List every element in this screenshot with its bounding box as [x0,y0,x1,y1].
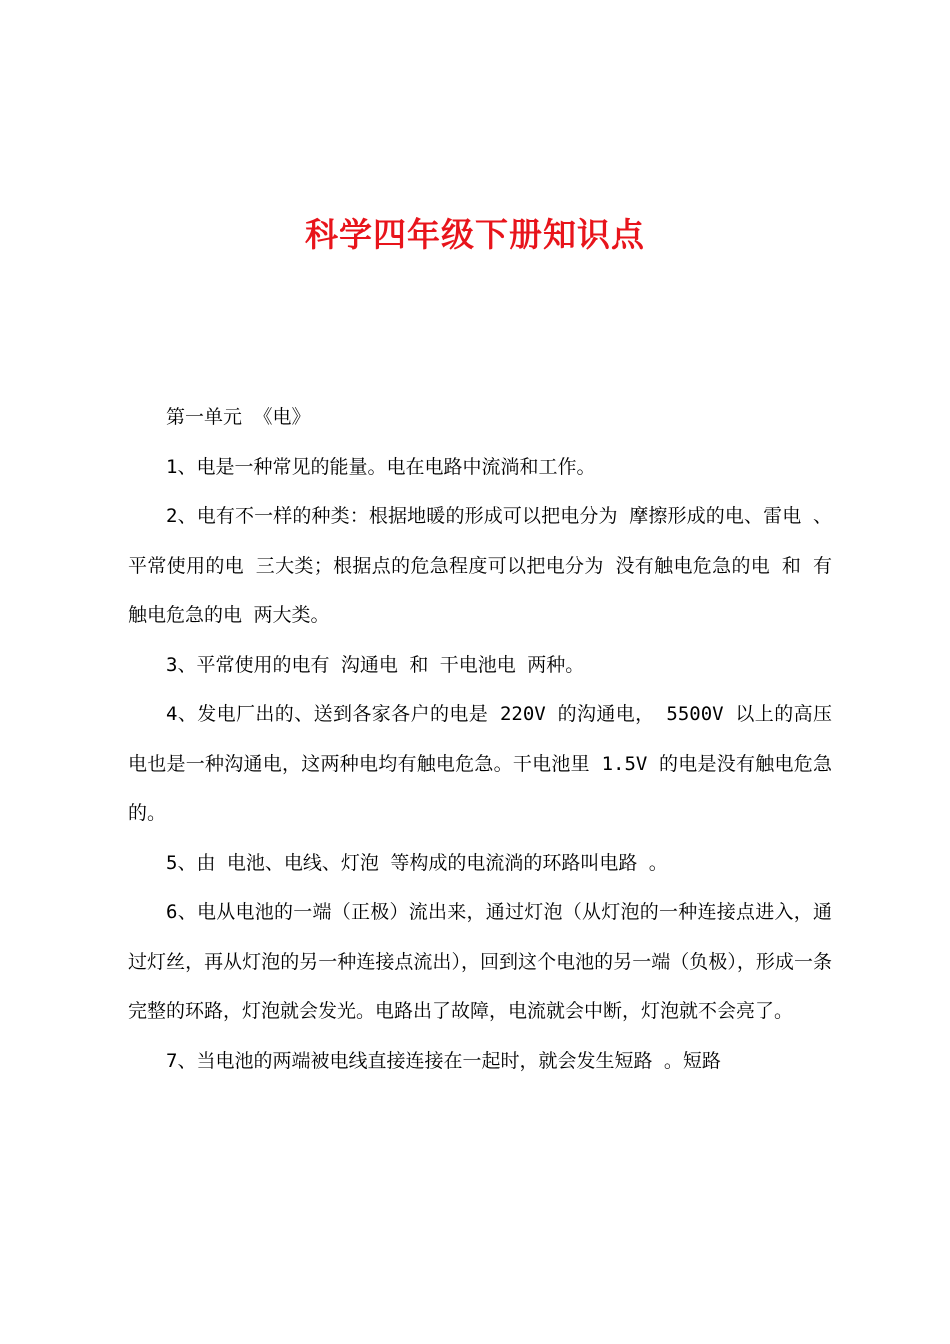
paragraph-4: 4、发电厂出的、送到各家各户的电是 220V 的沟通电， 5500V 以上的高压电也是一种沟通电，这两种电均有触电危急。干电池里 1.5V 的电是没有触电危急的。 [128,703,832,824]
paragraph-6: 6、电从电池的一端（正极）流出来，通过灯泡（从灯泡的一种连接点进入，通过灯丝，再从灯泡的另一种连接点流出），回到这个电池的另一端（负极），形成一条完整的环路，灯泡就会发光。电路出了故障，电流就会中断，灯泡就不会亮了。 [128,901,832,1022]
document-body [128,393,832,1086]
paragraph-3: 3、平常使用的电有 沟通电 和 干电池电 两种。 [166,653,585,676]
paragraph-5: 5、由 电池、电线、灯泡 等构成的电流淌的环路叫电路 。 [166,851,668,874]
paragraph-7: 7、当电池的两端被电线直接连接在一起时，就会发生短路 。短路 [166,1049,721,1072]
paragraph-2: 2、电有不一样的种类：根据地暖的形成可以把电分为 摩擦形成的电、雷电 、平常使用的电 三大类；根据点的危急程度可以把电分为 没有触电危急的电 和 有触电危急的电 两大类。 [128,505,832,626]
document-title: 科学四年级下册知识点 [305,215,645,254]
paragraph-1: 1、电是一种常见的能量。电在电路中流淌和工作。 [166,455,596,478]
section-heading: 第一单元 《电》 [166,406,311,428]
